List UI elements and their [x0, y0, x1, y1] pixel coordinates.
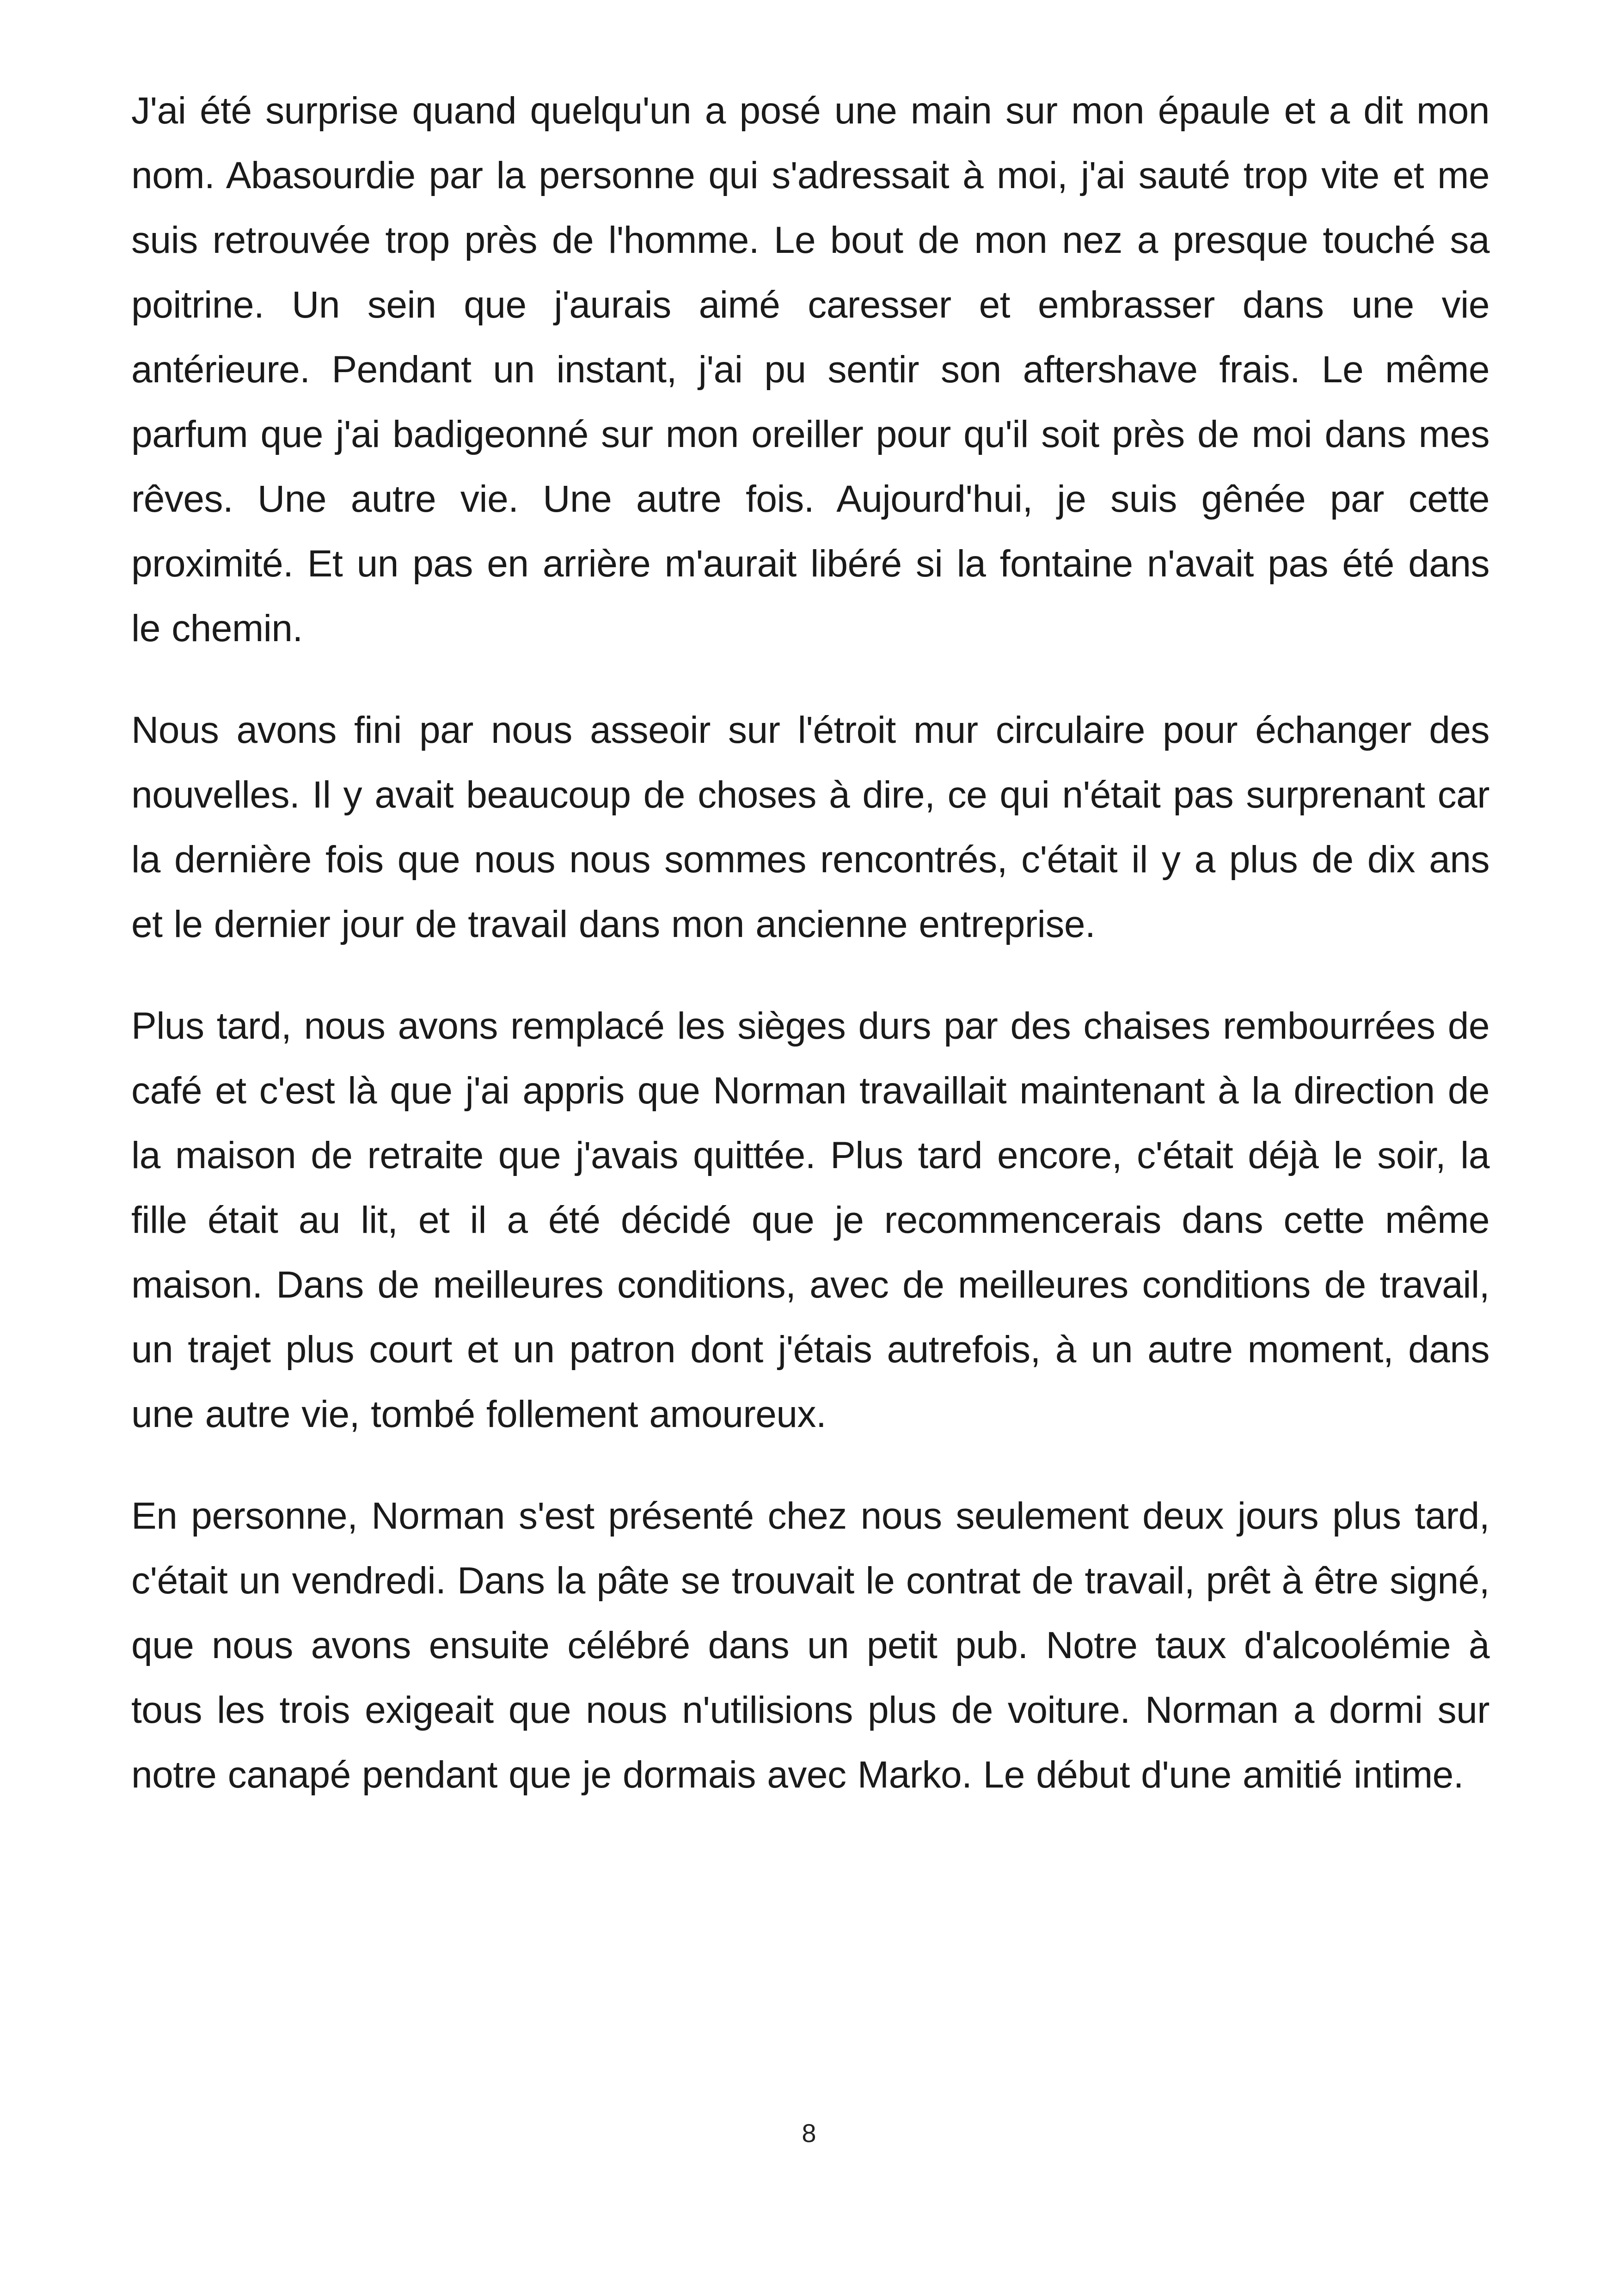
paragraph-2: Nous avons fini par nous asseoir sur l'étroit mur circulaire pour échanger des nouvelles. Il y avait beaucoup de choses à dire, ce qui n'était pas surprenant car la dernière fois que nous nous sommes rencontrés, c'était il y a plus de dix ans et le dernier jour de travail dans mon ancienne entreprise.: [131, 709, 1489, 945]
body-text: [131, 79, 1489, 1844]
paragraph-3: Plus tard, nous avons remplacé les sièges durs par des chaises rembourrées de café et c'est là que j'ai appris que Norman travaillait maintenant à la direction de la maison de retraite que j'avais quittée. Plus tard encore, c'était déjà le soir, la fille était au lit, et il a été décidé que je recommencerais dans cette même maison. Dans de meilleures conditions, avec de meilleures conditions de travail, un trajet plus court et un patron dont j'étais autrefois, à un autre moment, dans une autre vie, tombé follement amoureux.: [131, 1005, 1489, 1435]
paragraph-1: J'ai été surprise quand quelqu'un a posé une main sur mon épaule et a dit mon nom. Abasourdie par la personne qui s'adressait à moi, j'ai sauté trop vite et me suis retrouvée trop près de l'homme. Le bout de mon nez a presque touché sa poitrine. Un sein que j'aurais aimé caresser et embrasser dans une vie antérieure. Pendant un instant, j'ai pu sentir son aftershave frais. Le même parfum que j'ai badigeonné sur mon oreiller pour qu'il soit près de moi dans mes rêves. Une autre vie. Une autre fois. Aujourd'hui, je suis gênée par cette proximité. Et un pas en arrière m'aurait libéré si la fontaine n'avait pas été dans le chemin.: [131, 90, 1489, 649]
page-number: 8: [802, 2118, 816, 2148]
paragraph-4: En personne, Norman s'est présenté chez nous seulement deux jours plus tard, c'était un vendredi. Dans la pâte se trouvait le contrat de travail, prêt à être signé, que nous avons ensuite célébré dans un petit pub. Notre taux d'alcoolémie à tous les trois exigeait que nous n'utilisions plus de voiture. Norman a dormi sur notre canapé pendant que je dormais avec Marko. Le début d'une amitié intime.: [131, 1495, 1489, 1796]
